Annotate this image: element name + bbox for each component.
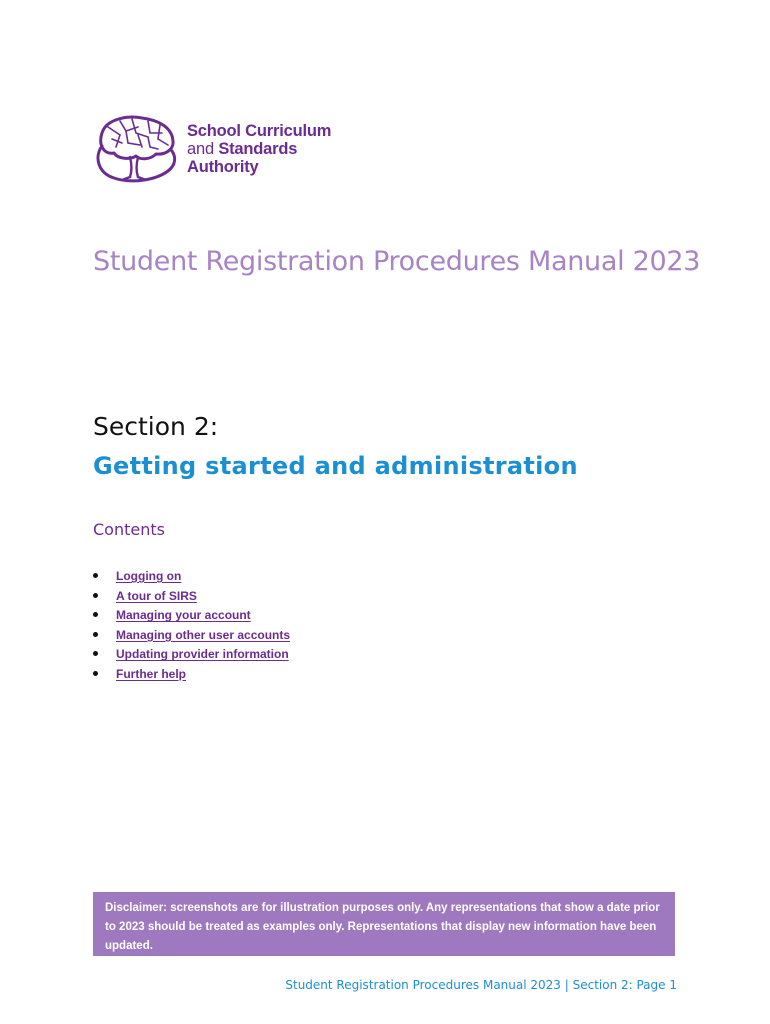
logo-line-2-rest: Standards — [218, 140, 298, 158]
bullet-icon — [93, 573, 98, 578]
contents-item — [93, 664, 290, 684]
toc-link-updating-provider-information[interactable]: Updating provider information — [116, 647, 289, 662]
logo-wordmark — [187, 122, 331, 176]
bullet-icon — [93, 612, 98, 617]
contents-list — [93, 566, 290, 684]
logo-line-2-prefix: and — [187, 140, 214, 158]
contents-heading: Contents — [93, 520, 165, 539]
toc-link-further-help[interactable]: Further help — [116, 666, 187, 681]
section-number: Section 2: — [93, 412, 219, 441]
bullet-icon — [93, 651, 98, 656]
logo-line-3: Authority — [187, 158, 259, 176]
logo-line-2 — [187, 140, 331, 158]
document-title: Student Registration Procedures Manual 2023 — [93, 246, 701, 277]
bullet-icon — [93, 671, 98, 676]
scsa-logo — [92, 113, 362, 183]
tree-icon — [92, 113, 178, 183]
toc-link-tour-of-sirs[interactable]: A tour of SIRS — [116, 588, 197, 603]
contents-item — [93, 586, 290, 606]
contents-item — [93, 605, 290, 625]
bullet-icon — [93, 593, 98, 598]
page-footer: Student Registration Procedures Manual 2023 | Section 2: Page 1 — [285, 978, 677, 992]
disclaimer-box: Disclaimer: screenshots are for illustration purposes only. Any representations that show a date prior to 2023 should be treated as examples only. Representations that display new information have been updated. — [93, 892, 675, 956]
toc-link-managing-your-account[interactable]: Managing your account — [116, 608, 251, 623]
bullet-icon — [93, 632, 98, 637]
contents-item — [93, 644, 290, 664]
toc-link-logging-on[interactable]: Logging on — [116, 569, 182, 583]
contents-item — [93, 566, 290, 586]
section-title: Getting started and administration — [93, 452, 578, 480]
toc-link-managing-other-user-accounts[interactable]: Managing other user accounts — [116, 627, 291, 642]
logo-line-1: School Curriculum — [187, 122, 332, 140]
contents-item — [93, 625, 290, 645]
